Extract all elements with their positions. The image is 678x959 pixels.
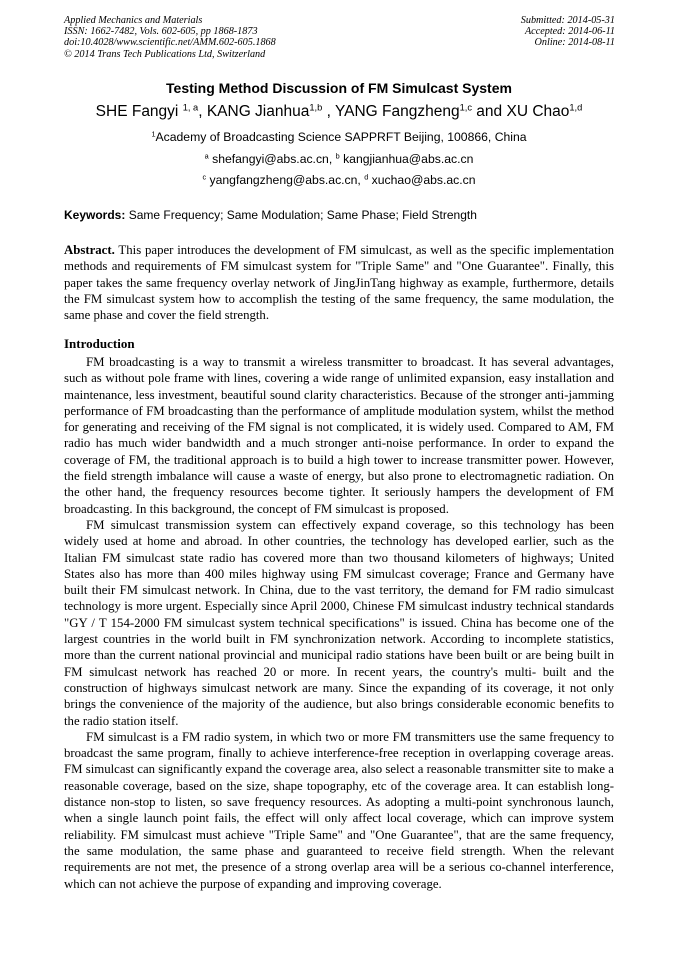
author-superscript: 1,d bbox=[569, 102, 583, 113]
abstract-label: Abstract. bbox=[64, 243, 115, 257]
journal-name: Applied Mechanics and Materials bbox=[64, 15, 203, 26]
paragraph: FM simulcast transmission system can effectively expand coverage, so this technology has been widely used at home and abroad. In other countries, the technology has developed earlier, such as the Italian FM simulcast state radio has covered more than two thousand kilometers of highways; United States also has more than 400 miles highway using FM simulcast coverage; France and Germany have built their FM simulcast network. In China, due to the vast territory, the demand for FM radio simulcast technology is more urgent. Especially since April 2000, Chinese FM simulcast industry technical standards "GY / T 154-2000 FM simulcast system technical specifications" is issued. China has become one of the largest countries in the world built in FM synchronization network. According to incomplete statistics, more than the current national provincial and municipal radio stations have been built or are being built in FM simulcast network has reached 20 or more. In recent years, the country's multi- built and the construction of highways simulcast network are many. Since the expanding of its coverage, it not only brings the convenience of the majority of the audience, but also brings considerable economic benefits to the radio station itself. bbox=[64, 517, 614, 728]
introduction-body bbox=[64, 354, 614, 892]
author-superscript: 1,b bbox=[309, 102, 323, 113]
online-date: Online: 2014-08-11 bbox=[534, 37, 615, 49]
issn-line: ISSN: 1662-7482, Vols. 602-605, pp 1868-1873 bbox=[64, 26, 258, 38]
author-superscript: 1, a bbox=[182, 102, 199, 113]
author-separator: , bbox=[198, 103, 207, 120]
paragraph: FM broadcasting is a way to transmit a wireless transmitter to broadcast. It has several advantages, such as without pole frame with lines, covering a wide range of unlimited expansion, easy installation and maintenance, less investment, beautiful sound clarity characteristics. Because of the stronger anti-jamming performance of FM broadcasting than the performance of amplitude modulation system, whilst the method for generating and receiving of the FM signal is not complicated, it is widely used. Compared to AM, FM radio has much wider bandwidth and a much stronger anti-noise performance. In order to expand the coverage of FM, the traditional approach is to build a high tower to increase transmitter power. However, the field strength imbalance will cause a waste of energy, but also prone to electromagnetic radiation. On the other hand, the frequency resources become tighter. It seriously hampers the development of FM broadcasting. In this background, the concept of FM simulcast is proposed. bbox=[64, 355, 614, 516]
email-address[interactable]: yangfangzheng@abs.ac.cn, bbox=[209, 173, 361, 187]
keywords bbox=[64, 208, 614, 222]
email-superscript: d bbox=[364, 172, 369, 182]
publication-dates bbox=[521, 15, 615, 49]
affiliation-text: Academy of Broadcasting Science SAPPRFT Beijing, 100866, China bbox=[155, 130, 527, 144]
affiliation bbox=[0, 130, 678, 144]
author-name: SHE Fangyi bbox=[95, 103, 179, 120]
author-name: KANG Jianhua bbox=[206, 103, 310, 120]
keywords-text: Same Frequency; Same Modulation; Same Phase; Field Strength bbox=[128, 208, 477, 222]
author-superscript: 1,c bbox=[459, 102, 472, 113]
abstract bbox=[64, 242, 614, 323]
email-address[interactable]: kangjianhua@abs.ac.cn bbox=[343, 152, 474, 166]
author-list bbox=[0, 103, 678, 121]
email-line-1 bbox=[0, 152, 678, 166]
email-superscript: b bbox=[335, 151, 340, 161]
keywords-label: Keywords: bbox=[64, 208, 126, 222]
author-name: YANG Fangzheng bbox=[334, 103, 460, 120]
email-superscript: c bbox=[202, 172, 207, 182]
author-separator: , bbox=[322, 103, 335, 120]
email-line-2 bbox=[0, 173, 678, 187]
copyright-line: © 2014 Trans Tech Publications Ltd, Switzerland bbox=[64, 48, 266, 60]
paragraph: FM simulcast is a FM radio system, in which two or more FM transmitters use the same frequency to broadcast the same program, finally to achieve interference-free reception in overlapping coverage areas. FM simulcast can significantly expand the coverage area, also select a reasonable transmitter site to make a reasonable coverage, based on the size, shape topography, etc of the coverage area. It can establish long-distance non-stop to listen, so save frequency resources. As adopting a multi-point synchronous launch, when a single launch point fails, the effect will only affect local coverage, which can improve system reliability. FM simulcast must achieve "Triple Same" and "One Guarantee", that are the same frequency, the same modulation, the same phase and guaranteed to receive field strength. When the relevant requirements are not met, the presence of a strong overlap area will be a serious co-channel interference, which can not achieve the purpose of expanding and improving coverage. bbox=[64, 729, 614, 891]
journal-info bbox=[64, 15, 276, 60]
submitted-date: Submitted: 2014-05-31 bbox=[520, 15, 615, 26]
author-name: XU Chao bbox=[506, 103, 570, 120]
abstract-text: This paper introduces the development of FM simulcast, as well as the specific implementation methods and requirements of FM simulcast system for "Triple Same" and "One Guarantee". Finally, this paper takes the same frequency overlay network of JingJinTang highway as example, furthermore, details the FM simulcast system how to accomplish the testing of the same frequency, the same modulation, the same phase and cover the field strength. bbox=[64, 243, 614, 323]
paper-title: Testing Method Discussion of FM Simulcast System bbox=[166, 80, 512, 96]
email-address[interactable]: xuchao@abs.ac.cn bbox=[371, 173, 476, 187]
email-address[interactable]: shefangyi@abs.ac.cn, bbox=[212, 152, 333, 166]
section-heading-introduction: Introduction bbox=[64, 336, 135, 351]
email-superscript: a bbox=[204, 151, 209, 161]
affiliation-superscript: 1 bbox=[151, 129, 156, 139]
doi-line[interactable]: doi:10.4028/www.scientific.net/AMM.602-605.1868 bbox=[64, 37, 276, 49]
accepted-date: Accepted: 2014-06-11 bbox=[524, 26, 615, 38]
author-separator: and bbox=[472, 103, 507, 120]
